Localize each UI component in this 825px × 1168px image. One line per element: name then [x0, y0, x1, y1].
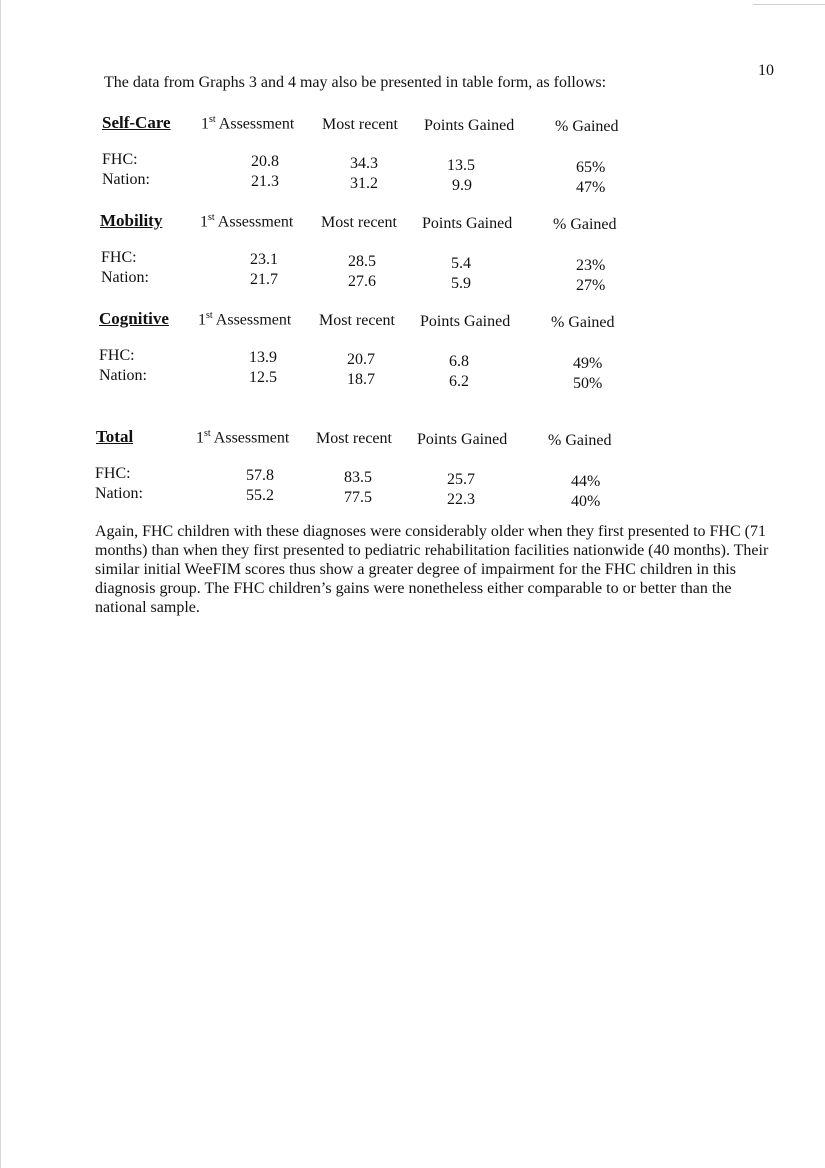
row-label: FHC: [99, 347, 135, 364]
cell-points-gained: 6.8 [449, 353, 469, 370]
summary-paragraph: Again, FHC children with these diagnoses were considerably older when they first presented to FHC (71 months) than when they first presented to pediatric rehabilitation facilities nationwide (40 months). Their similar initial WeeFIM scores thus show a greater degree of impairment for the FHC children in this diagnosis group. The FHC children’s gains were nonetheless either comparable to or better than the national sample. [95, 523, 769, 616]
cell-percent-gained: 44% [571, 473, 601, 490]
column-header-percent-gained: % Gained [553, 216, 617, 233]
cell-percent-gained: 23% [576, 257, 606, 274]
cell-most-recent: 83.5 [344, 469, 372, 486]
cell-percent-gained: 47% [576, 179, 606, 196]
column-header-most-recent: Most recent [321, 214, 397, 231]
cell-percent-gained: 65% [576, 159, 606, 176]
section-title: Cognitive [99, 309, 169, 328]
cell-points-gained: 25.7 [447, 471, 475, 488]
column-header-percent-gained: % Gained [555, 118, 619, 135]
column-header-points-gained: Points Gained [424, 117, 515, 134]
cell-first-assessment: 12.5 [249, 369, 277, 386]
cell-most-recent: 28.5 [348, 253, 376, 270]
cell-points-gained: 9.9 [452, 177, 472, 194]
cell-percent-gained: 49% [573, 355, 603, 372]
cell-most-recent: 77.5 [344, 489, 372, 506]
intro-sentence: The data from Graphs 3 and 4 may also be presented in table form, as follows: [104, 74, 607, 91]
cell-percent-gained: 40% [571, 493, 601, 510]
column-header-first-assessment: 1st Assessment [201, 114, 295, 133]
section-title: Total [96, 427, 134, 446]
cell-most-recent: 20.7 [347, 351, 375, 368]
page-top-edge [753, 4, 825, 5]
column-header-points-gained: Points Gained [422, 215, 513, 232]
cell-percent-gained: 50% [573, 375, 603, 392]
row-label: FHC: [102, 151, 138, 168]
column-header-most-recent: Most recent [316, 430, 392, 447]
section-title: Mobility [100, 211, 163, 230]
cell-most-recent: 34.3 [350, 155, 378, 172]
cell-points-gained: 5.9 [451, 275, 471, 292]
column-header-percent-gained: % Gained [551, 314, 615, 331]
row-label: Nation: [101, 269, 149, 286]
column-header-most-recent: Most recent [322, 116, 398, 133]
column-header-first-assessment: 1st Assessment [198, 310, 292, 329]
cell-most-recent: 27.6 [348, 273, 376, 290]
row-label: Nation: [99, 367, 147, 384]
column-header-points-gained: Points Gained [417, 431, 508, 448]
cell-first-assessment: 20.8 [251, 153, 279, 170]
column-header-most-recent: Most recent [319, 312, 395, 329]
row-label: Nation: [95, 485, 143, 502]
cell-points-gained: 13.5 [447, 157, 475, 174]
column-header-points-gained: Points Gained [420, 313, 511, 330]
row-label: Nation: [102, 171, 150, 188]
cell-first-assessment: 55.2 [246, 487, 274, 504]
cell-first-assessment: 21.3 [251, 173, 279, 190]
cell-points-gained: 6.2 [449, 373, 469, 390]
cell-points-gained: 5.4 [451, 255, 471, 272]
column-header-percent-gained: % Gained [548, 432, 612, 449]
cell-percent-gained: 27% [576, 277, 606, 294]
page-number: 10 [758, 62, 774, 79]
cell-most-recent: 31.2 [350, 175, 378, 192]
column-header-first-assessment: 1st Assessment [200, 212, 294, 231]
row-label: FHC: [95, 465, 131, 482]
page-left-edge [0, 0, 1, 1168]
cell-first-assessment: 57.8 [246, 467, 274, 484]
cell-first-assessment: 21.7 [250, 271, 278, 288]
cell-points-gained: 22.3 [447, 491, 475, 508]
cell-first-assessment: 13.9 [249, 349, 277, 366]
column-header-first-assessment: 1st Assessment [196, 428, 290, 447]
cell-first-assessment: 23.1 [250, 251, 278, 268]
section-title: Self-Care [102, 113, 171, 132]
cell-most-recent: 18.7 [347, 371, 375, 388]
row-label: FHC: [101, 249, 137, 266]
